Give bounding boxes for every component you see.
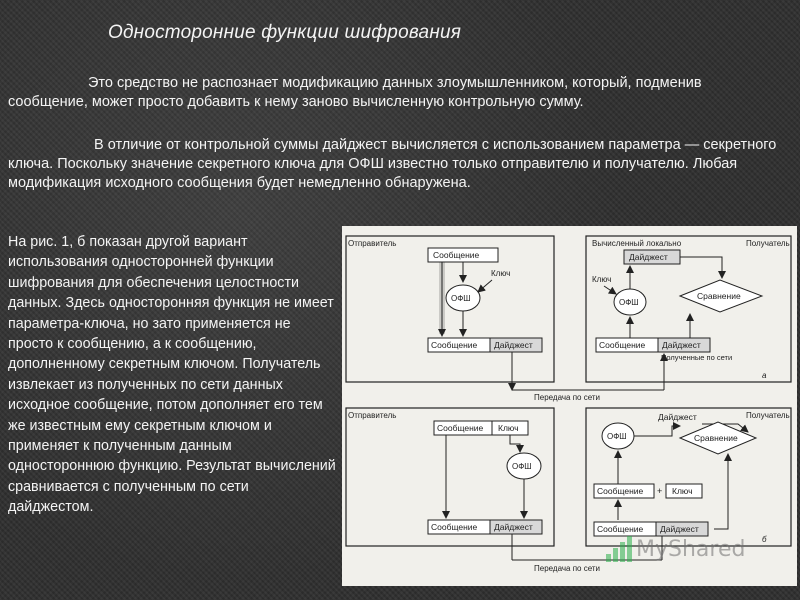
svg-text:Сообщение: Сообщение xyxy=(597,486,644,496)
svg-text:Дайджест: Дайджест xyxy=(494,340,533,350)
svg-text:+: + xyxy=(657,486,663,496)
svg-text:Полученные по сети: Полученные по сети xyxy=(661,353,733,362)
svg-text:Сообщение: Сообщение xyxy=(599,340,646,350)
paragraph-1: Это средство не распознает модификацию данных злоумышленником, который, подменив сообщение, может просто добавить к нему заново вычисленную контрольную сумму. xyxy=(8,75,702,110)
transfer-label-a: Передача по сети xyxy=(534,393,601,402)
paragraph-2: В отличие от контрольной суммы дайджест вычисляется с использованием параметра — секретного ключа. Поскольку значение секретного ключа для ОФШ известно только отправителю и получателю. Любая модификация исходного сообщения будет немедленно обнаружена. xyxy=(8,137,777,191)
svg-text:Сообщение: Сообщение xyxy=(437,423,484,433)
svg-text:ОФШ: ОФШ xyxy=(512,462,532,471)
svg-text:Ключ: Ключ xyxy=(672,486,693,496)
computed-locally-label-a: Вычисленный локально xyxy=(592,239,682,248)
svg-text:ОФШ: ОФШ xyxy=(451,294,471,303)
svg-text:Дайджест: Дайджест xyxy=(658,412,697,422)
svg-text:Сравнение: Сравнение xyxy=(694,433,738,443)
svg-text:Дайджест: Дайджест xyxy=(629,252,668,262)
svg-text:Сообщение: Сообщение xyxy=(431,522,478,532)
diagram-a xyxy=(346,236,791,402)
watermark-text: MyShared xyxy=(636,536,746,562)
svg-text:Дайджест: Дайджест xyxy=(662,340,701,350)
svg-text:Дайджест: Дайджест xyxy=(494,522,533,532)
svg-text:Сравнение: Сравнение xyxy=(697,291,741,301)
watermark-logo xyxy=(606,536,745,562)
svg-text:б: б xyxy=(762,535,767,544)
integrity-diagram-figure xyxy=(342,226,797,586)
svg-text:Сообщение: Сообщение xyxy=(433,250,480,260)
svg-text:ОФШ: ОФШ xyxy=(619,298,639,307)
svg-text:Ключ: Ключ xyxy=(592,275,612,284)
key-label-a: Ключ xyxy=(491,269,511,278)
svg-text:Дайджест: Дайджест xyxy=(660,524,699,534)
svg-text:Ключ: Ключ xyxy=(498,423,519,433)
transfer-label-b: Передача по сети xyxy=(534,564,601,573)
bar-chart-icon xyxy=(606,536,632,562)
sender-label-a: Отправитель xyxy=(348,239,397,248)
slide-title: Односторонние функции шифрования xyxy=(108,22,462,43)
left-text: На рис. 1, б показан другой вариант использования односторонней функции шифрования для обеспечения целостности данных. Здесь односторонняя функция не имеет параметра-ключа, но зато применяется не просто к сообщению, а к сообщению, дополненному секретным ключом. Получатель извлекает из полученных по сети данных исходное сообщение, потом дополняет его тем же известным ему секретным ключом и применяет к полученным данным одностороннюю функцию. Результат вычислений сравнивается с полученным по сети дайджестом. xyxy=(8,234,336,516)
svg-text:ОФШ: ОФШ xyxy=(607,432,627,441)
svg-text:Сообщение: Сообщение xyxy=(597,524,644,534)
sender-label-b: Отправитель xyxy=(348,411,397,420)
receiver-label-b: Получатель xyxy=(746,411,790,420)
svg-text:а: а xyxy=(762,371,767,380)
receiver-label-a: Получатель xyxy=(746,239,790,248)
svg-text:Сообщение: Сообщение xyxy=(431,340,478,350)
